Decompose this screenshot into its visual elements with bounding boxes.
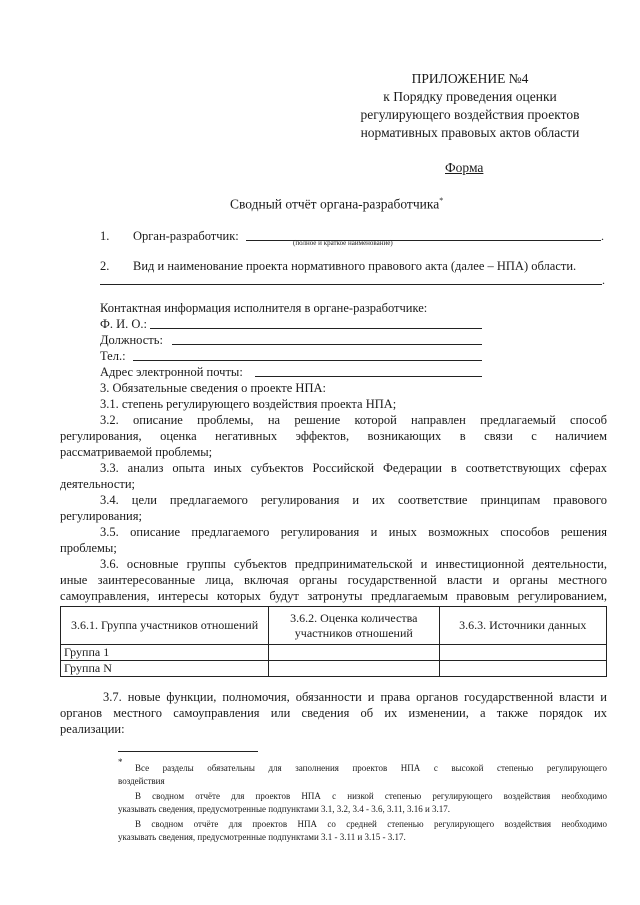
subjects-table	[60, 606, 607, 677]
report-title	[230, 196, 443, 213]
annex-line-2: регулирующего воздействия проектов	[360, 107, 580, 122]
table-cell-estimate[interactable]	[269, 661, 439, 677]
contact-position-label: Должность:	[100, 333, 163, 347]
annex-line-3: нормативных правовых актов области	[360, 125, 580, 140]
paragraph-3-1: 3.1. степень регулирующего воздействия проекта НПА;	[100, 397, 397, 411]
paragraph-3-7-line-2: органов местного самоуправления или сведения об их изменении, а также порядок их	[60, 706, 607, 720]
paragraph-3-5-line-1: 3.5. описание предлагаемого регулирования и иных возможных способов решения	[100, 525, 607, 539]
paragraph-3-2-line-2: регулирования, оценка негативных эффектов, возникающих в связи с наличием	[60, 429, 607, 443]
annex-line-1: к Порядку проведения оценки	[383, 89, 557, 104]
contact-fio-label: Ф. И. О.:	[100, 317, 148, 331]
table-cell-estimate[interactable]	[269, 645, 439, 661]
item-2-number: 2.	[100, 259, 110, 273]
item-1-label: Орган-разработчик:	[133, 229, 239, 243]
contact-heading: Контактная информация исполнителя в органе-разработчике:	[100, 301, 428, 315]
contact-position-line[interactable]	[172, 344, 482, 345]
report-title-footnote-mark: *	[439, 196, 444, 205]
paragraph-3-5-line-2: проблемы;	[60, 541, 117, 555]
annex-number: ПРИЛОЖЕНИЕ №4	[411, 71, 529, 86]
item-2-fill-line[interactable]	[100, 284, 602, 285]
footnote-1-line-1: Все разделы обязательны для заполнения проектов НПА с высокой степенью регулирующего	[135, 763, 607, 773]
paragraph-3-2-line-3: рассматриваемой проблемы;	[60, 445, 213, 459]
contact-email-line[interactable]	[255, 376, 482, 377]
table-cell-group: Группа 1	[61, 645, 269, 661]
table-cell-group: Группа N	[61, 661, 269, 677]
paragraph-3-7-line-1: 3.7. новые функции, полномочия, обязанности и права органов государственной власти и	[103, 690, 607, 704]
item-2-label: Вид и наименование проекта нормативного правового акта (далее – НПА) области.	[133, 259, 577, 273]
contact-phone-label: Тел.:	[100, 349, 126, 363]
footnote-mark: *	[118, 757, 123, 767]
item-2-period: .	[602, 273, 605, 287]
paragraph-3-2-line-1: 3.2. описание проблемы, на решение которой направлен предлагаемый способ	[100, 413, 607, 427]
footnote-2-line-1: В сводном отчёте для проектов НПА с низкой степенью регулирующего воздействия необходимо	[135, 791, 607, 801]
paragraph-3-7-line-3: реализации:	[60, 722, 125, 736]
contact-fio-line[interactable]	[150, 328, 482, 329]
paragraph-3-6-line-3: самоуправления, интересы которых будут затронуты предлагаемым правовым регулированием,	[60, 589, 607, 603]
contact-email-label: Адрес электронной почты:	[100, 365, 243, 379]
footnote-1-line-2: воздействия	[118, 776, 165, 786]
footnote-3-line-2: указывать сведения, предусмотренные подпунктами 3.1 - 3.11 и 3.15 - 3.17.	[118, 832, 406, 842]
item-1-period: .	[601, 229, 604, 243]
paragraph-3-3-line-2: деятельности;	[60, 477, 136, 491]
table-cell-sources[interactable]	[439, 661, 607, 677]
item-1-number: 1.	[100, 229, 110, 243]
paragraph-3-4-line-2: регулирования;	[60, 509, 142, 523]
paragraph-3-4-line-1: 3.4. цели предлагаемого регулирования и их соответствие принципам правового	[100, 493, 607, 507]
footnote-separator	[118, 751, 258, 752]
table-header-estimate: 3.6.2. Оценка количества участников отношений	[269, 607, 439, 645]
report-title-text: Сводный отчёт органа-разработчика	[230, 196, 440, 212]
table-row	[61, 645, 607, 661]
section-3-heading: 3. Обязательные сведения о проекте НПА:	[100, 381, 326, 395]
paragraph-3-3-line-1: 3.3. анализ опыта иных субъектов Российской Федерации в соответствующих сферах	[100, 461, 607, 475]
paragraph-3-6-line-2: иные заинтересованные лица, включая органы государственной власти и органы местного	[60, 573, 607, 587]
table-cell-sources[interactable]	[439, 645, 607, 661]
contact-phone-line[interactable]	[133, 360, 482, 361]
table-header-sources: 3.6.3. Источники данных	[439, 607, 607, 645]
paragraph-3-6-line-1: 3.6. основные группы субъектов предпринимательской и инвестиционной деятельности,	[100, 557, 607, 571]
item-1-caption: (полное и краткое наименование)	[293, 239, 393, 247]
form-label: Форма	[445, 160, 484, 175]
table-header-group: 3.6.1. Группа участников отношений	[61, 607, 269, 645]
footnote-3-line-1: В сводном отчёте для проектов НПА со средней степенью регулирующего воздействия необходимо	[135, 819, 607, 829]
table-row	[61, 661, 607, 677]
footnote-2-line-2: указывать сведения, предусмотренные подпунктами 3.1, 3.2, 3.4 - 3.6, 3.11, 3.16 и 3.17.	[118, 804, 451, 814]
